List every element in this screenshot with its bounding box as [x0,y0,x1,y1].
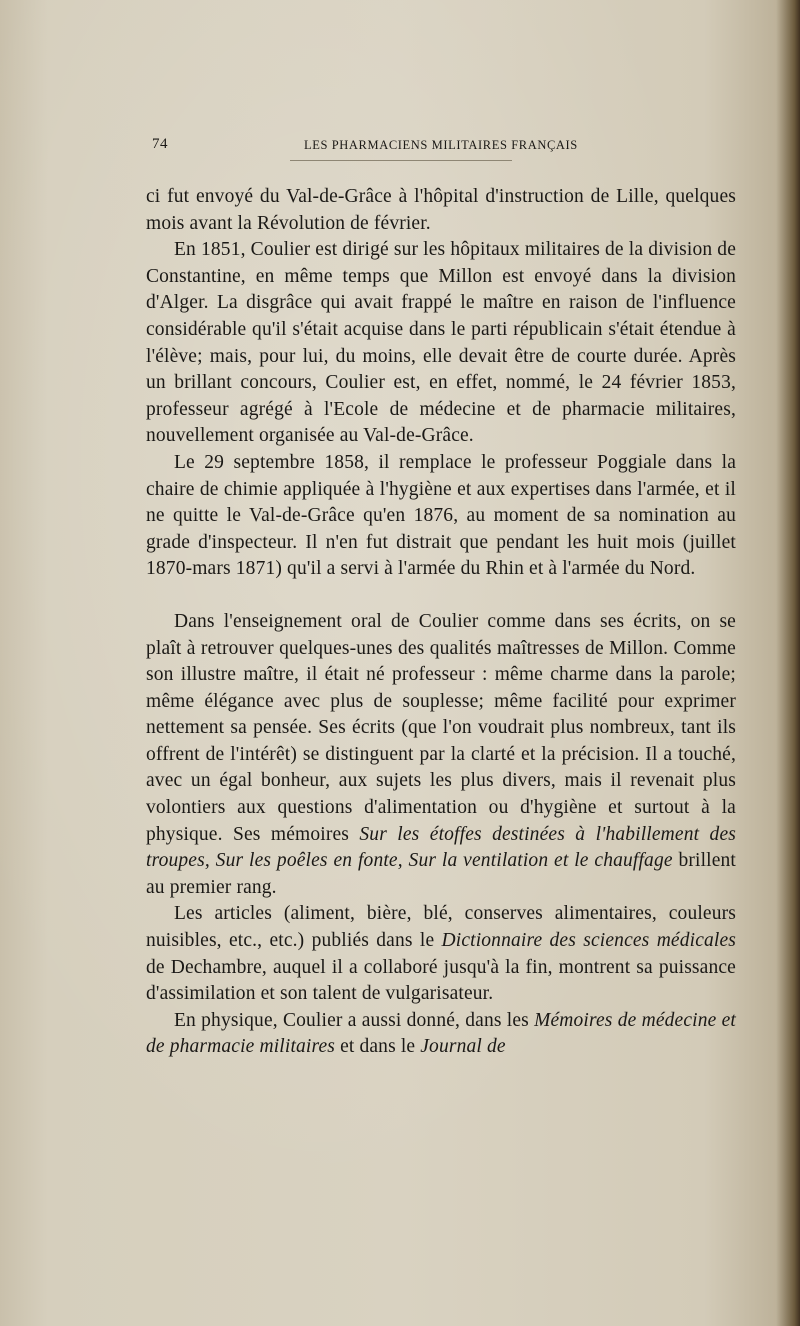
italic-dictionary-title: Dictionnaire des sciences médicales [441,930,737,952]
italic-memoir-titles: Sur les étoffes destinées à l'habillement des troupes, Sur les poêles en fonte, Sur la ventilation et le chauffage [146,823,736,872]
paragraph-1: ci fut envoyé du Val-de-Grâce à l'hôpital d'instruction de Lille, quelques mois avant la Révolution de février. [146,186,736,234]
page-header [142,136,734,158]
paragraph-3: Le 29 septembre 1858, il remplace le professeur Poggiale dans la chaire de chimie appliquée à l'hygiène et aux expertises dans l'armée, et il ne quitte le Val-de-Grâce qu'en 1876, au moment de sa nomination au grade d'inspecteur. Il n'en fut distrait que pendant les huit mois (juillet 1870-mars 1871) qu'il a servi à l'armée du Rhin et à l'armée du Nord. [146,451,736,580]
italic-memoires-title: Mémoires de médecine et de pharmacie militaires [146,1009,736,1058]
paragraph-2: En 1851, Coulier est dirigé sur les hôpitaux militaires de la division de Constantine, en même temps que Millon est envoyé dans la division d'Alger. La disgrâce qui avait frappé le maître en raison de l'influence considérable qu'il s'était acquise dans le parti républicain s'était étendue à l'élève; mais, pour lui, du moins, elle devait être de courte durée. Après un brillant concours, Coulier est, en effet, nommé, le 24 février 1853, professeur agrégé à l'Ecole de médecine et de pharmacie militaires, nouvellement organisée au Val-de-Grâce. [146,239,736,447]
body-text [146,184,736,1061]
page-number: 74 [152,136,168,152]
header-rule [290,160,512,161]
paragraph-5: Les articles (aliment, bière, blé, conserves alimentaires, couleurs nuisibles, etc., etc.) publiés dans le Dictionnaire des sciences médicales de Dechambre, auquel il a collaboré jusqu'à la fin, montrent sa puissance d'assimilation et son talent de vulgarisateur. [146,903,737,1005]
paragraph-6: En physique, Coulier a aussi donné, dans les Mémoires de médecine et de pharmacie militaires et dans le Journal de [146,1009,736,1058]
running-title: LES PHARMACIENS MILITAIRES FRANÇAIS [304,138,578,152]
paragraph-4: Dans l'enseignement oral de Coulier comme dans ses écrits, on se plaît à retrouver quelques-unes des qualités maîtresses de Millon. Comme son illustre maître, il était né professeur : même charme dans la parole; même élégance avec plus de souplesse; même facilité pour exprimer nettement sa pensée. Ses écrits (que l'on voudrait plus nombreux, tant ils offrent de l'intérêt) se distinguent par la clarté et la précision. Il a touché, avec un égal bonheur, aux sujets les plus divers, mais il revenait plus volontiers aux questions d'alimentation ou d'hygiène et surtout à la physique. Ses mémoires Sur les étoffes destinées à l'habillement des troupes, Sur les poêles en fonte, Sur la ventilation et le chauffage brillent au premier rang. [146,610,737,898]
italic-journal-title: Journal de [420,1036,506,1058]
